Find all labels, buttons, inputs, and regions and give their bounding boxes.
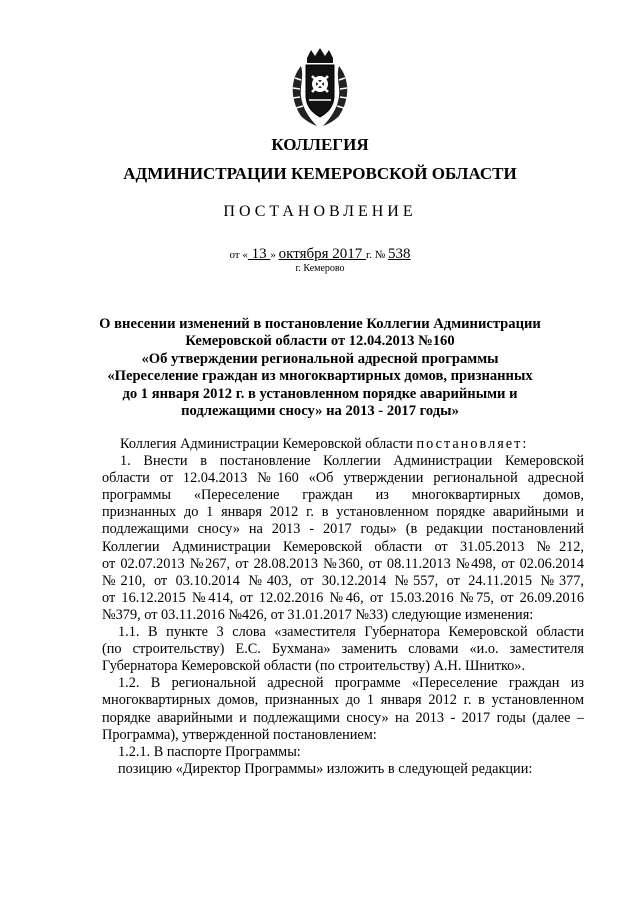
document-title — [80, 316, 560, 420]
document-number: 538 — [388, 246, 411, 262]
intro-line — [102, 436, 584, 453]
date-month-year: октября 2017 — [278, 246, 367, 262]
paragraph-line: 1.2.1. В паспорте Программы: — [118, 743, 301, 760]
document-body — [102, 436, 584, 778]
paragraph-line: позицию «Директор Программы» изложить в следующей редакции: — [118, 760, 533, 777]
paragraph-line: №379, от 03.11.2016 №426, от 31.01.2017 №33) следующие изменения: — [102, 606, 534, 623]
paragraph-line: признанных до 1 января 2012 г. в установленном порядке аварийными и — [102, 504, 584, 521]
paragraph-line: подлежащими сносу» на 2013 - 2017 годы» (в редакции постановлений — [102, 521, 584, 538]
paragraph-line: порядке аварийными и подлежащими сносу» на 2013 - 2017 годы (далее – — [102, 709, 584, 726]
date-day: 13 — [247, 246, 271, 262]
coat-of-arms-emblem — [287, 48, 353, 128]
org-name-line2: АДМИНИСТРАЦИИ КЕМЕРОВСКОЙ ОБЛАСТИ — [123, 164, 517, 183]
org-name-line1: КОЛЛЕГИЯ — [271, 135, 369, 154]
paragraph-line: от 16.12.2015 №414, от 12.02.2016 №46, от 15.03.2016 №75, от 26.09.2016 — [102, 589, 584, 606]
paragraph-line: №210, от 03.10.2014 №403, от 30.12.2014 №557, от 24.11.2015 №377, — [102, 572, 584, 589]
title-line: Кемеровской области от 12.04.2013 №160 — [185, 333, 455, 350]
paragraph-line: Коллегии Администрации Кемеровской области от 31.05.2013 №212, — [102, 538, 584, 555]
paragraph-line: 1.2. В региональной адресной программе «Переселение граждан из — [118, 675, 584, 692]
title-line: до 1 января 2012 г. в установленном порядке аварийными и — [122, 385, 518, 402]
date-line — [0, 247, 640, 262]
intro-verb: постановляет: — [416, 436, 529, 452]
paragraph-line: от 02.07.2013 №267, от 28.08.2013 №360, от 08.11.2013 №498, от 02.06.2014 — [102, 555, 584, 572]
paragraph-line: программы «Переселение граждан из многоквартирных домов, — [102, 487, 584, 504]
title-line: «Переселение граждан из многоквартирных домов, признанных — [107, 368, 533, 385]
paragraph-line: 1.1. В пункте 3 слова «заместителя Губернатора Кемеровской области — [118, 624, 584, 641]
title-line: О внесении изменений в постановление Коллегии Администрации — [99, 316, 541, 332]
date-mid: » — [270, 249, 279, 261]
city-name: г. Кемерово — [295, 263, 345, 274]
title-line: подлежащими сносу» на 2013 - 2017 годы» — [181, 403, 459, 420]
paragraph-line: многоквартирных домов, признанных до 1 января 2012 г. в установленном — [102, 692, 584, 709]
paragraph-line: 1. Внести в постановление Коллегии Администрации Кемеровской — [120, 453, 584, 470]
paragraph-line: Губернатора Кемеровской области (по строительству) А.Н. Шнитко». — [102, 658, 526, 675]
intro-text: Коллегия Администрации Кемеровской области — [120, 436, 417, 452]
paragraph-line: области от 12.04.2013 №160 «Об утверждении региональной адресной — [102, 470, 584, 487]
paragraph-line: Программа), утвержденной постановлением: — [102, 726, 377, 743]
document-type: ПОСТАНОВЛЕНИЕ — [223, 203, 417, 220]
date-year-suffix: г. № — [366, 249, 389, 261]
paragraph-line: (по строительству) Е.С. Бухмана» заменить словами «и.о. заместителя — [102, 641, 584, 658]
title-line: «Об утверждении региональной адресной программы — [141, 350, 499, 367]
date-prefix: от « — [229, 249, 248, 261]
